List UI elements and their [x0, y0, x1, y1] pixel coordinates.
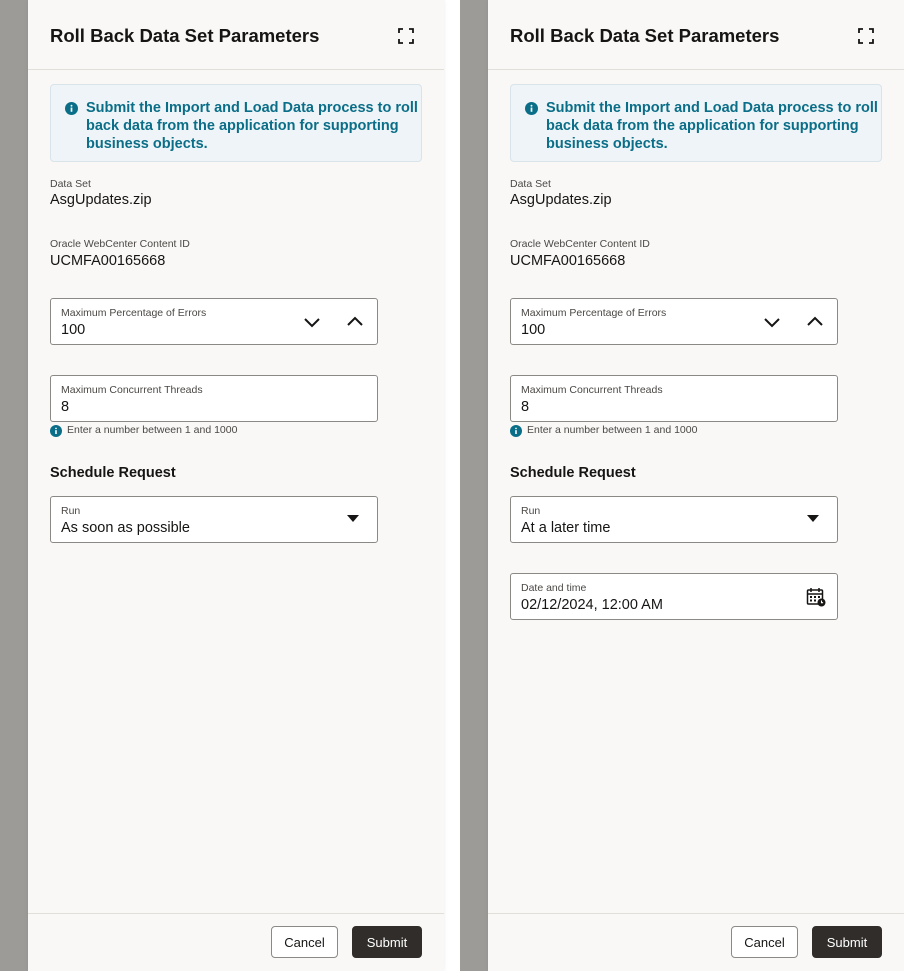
expand-icon — [854, 24, 878, 48]
calendar-button[interactable] — [805, 586, 827, 608]
max-errors-value: 100 — [521, 322, 546, 338]
drawer-title: Roll Back Data Set Parameters — [50, 25, 320, 46]
drawer-panel-asap — [28, 0, 444, 971]
cancel-button[interactable]: Cancel — [731, 926, 798, 958]
info-banner-text: Submit the Import and Load Data process to roll back data from the application for supporting business objects. — [546, 100, 878, 152]
data-set-value: AsgUpdates.zip — [50, 192, 152, 208]
decrement-button[interactable] — [761, 311, 783, 333]
submit-button[interactable]: Submit — [352, 926, 422, 958]
max-errors-value: 100 — [61, 322, 86, 338]
threads-label: Maximum Concurrent Threads — [61, 384, 203, 396]
increment-button[interactable] — [344, 311, 366, 333]
increment-button[interactable] — [804, 311, 826, 333]
expand-button[interactable] — [394, 24, 418, 48]
threads-hint-text: Enter a number between 1 and 1000 — [67, 424, 238, 436]
backdrop-strip-right — [460, 0, 488, 971]
threads-hint-text: Enter a number between 1 and 1000 — [527, 424, 698, 436]
run-select[interactable] — [510, 496, 838, 543]
caret-down-icon[interactable] — [347, 515, 359, 523]
run-value: As soon as possible — [61, 520, 190, 536]
data-set-label: Data Set — [510, 178, 551, 190]
drawer-title: Roll Back Data Set Parameters — [510, 25, 780, 46]
drawer-footer — [488, 913, 904, 971]
run-label: Run — [521, 505, 541, 517]
max-errors-input[interactable] — [510, 298, 838, 345]
data-set-label: Data Set — [50, 178, 91, 190]
decrement-button[interactable] — [301, 311, 323, 333]
max-errors-label: Maximum Percentage of Errors — [521, 307, 667, 319]
threads-value: 8 — [521, 399, 530, 415]
run-label: Run — [61, 505, 81, 517]
content-id-value: UCMFA00165668 — [510, 253, 626, 269]
expand-icon — [394, 24, 418, 48]
max-errors-input[interactable] — [50, 298, 378, 345]
chevron-down-icon — [761, 311, 783, 333]
info-banner — [510, 84, 882, 162]
backdrop-strip-left — [0, 0, 28, 971]
drawer-header — [488, 0, 904, 70]
schedule-heading: Schedule Request — [510, 465, 636, 481]
drawer-panel-later — [488, 0, 904, 971]
expand-button[interactable] — [854, 24, 878, 48]
threads-value: 8 — [61, 399, 70, 415]
info-banner — [50, 84, 422, 162]
chevron-down-icon — [301, 311, 323, 333]
info-banner-text: Submit the Import and Load Data process to roll back data from the application for supporting business objects. — [86, 100, 418, 152]
content-id-label: Oracle WebCenter Content ID — [50, 238, 190, 250]
data-set-value: AsgUpdates.zip — [510, 192, 612, 208]
run-value: At a later time — [521, 520, 611, 536]
run-select[interactable] — [50, 496, 378, 543]
submit-button[interactable]: Submit — [812, 926, 882, 958]
max-errors-label: Maximum Percentage of Errors — [61, 307, 207, 319]
threads-input[interactable] — [50, 375, 378, 422]
drawer-header — [28, 0, 444, 70]
datetime-value: 02/12/2024, 12:00 AM — [521, 597, 663, 613]
info-icon — [65, 102, 78, 115]
datetime-input[interactable] — [510, 573, 838, 620]
drawer-footer — [28, 913, 444, 971]
info-icon — [510, 425, 522, 437]
calendar-icon — [805, 586, 827, 608]
cancel-button[interactable]: Cancel — [271, 926, 338, 958]
threads-label: Maximum Concurrent Threads — [521, 384, 663, 396]
info-icon — [50, 425, 62, 437]
threads-input[interactable] — [510, 375, 838, 422]
chevron-up-icon — [804, 311, 826, 333]
schedule-heading: Schedule Request — [50, 465, 176, 481]
content-id-label: Oracle WebCenter Content ID — [510, 238, 650, 250]
caret-down-icon[interactable] — [807, 515, 819, 523]
datetime-label: Date and time — [521, 582, 587, 594]
chevron-up-icon — [344, 311, 366, 333]
info-icon — [525, 102, 538, 115]
content-id-value: UCMFA00165668 — [50, 253, 166, 269]
